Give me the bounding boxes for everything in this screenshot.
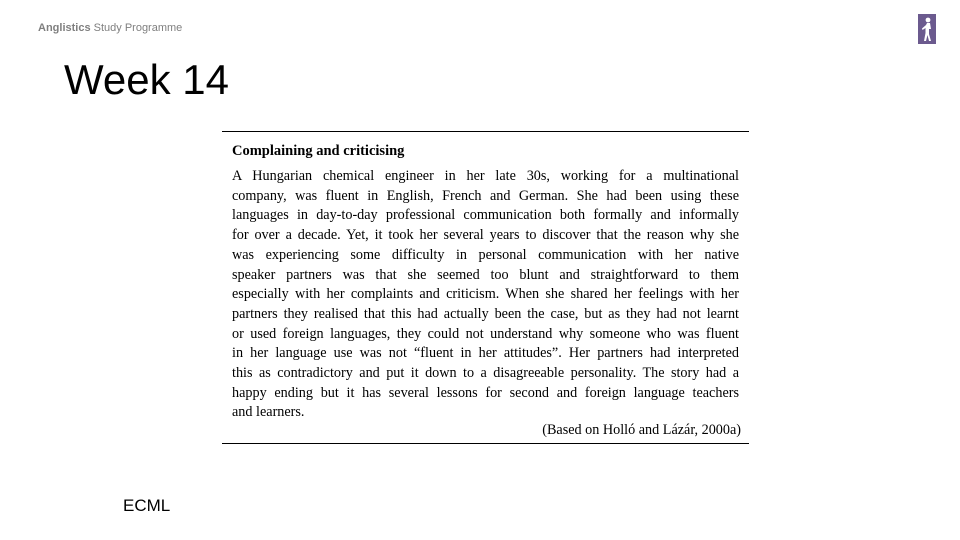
excerpt-line: this as contradictory and put it down to a disagreeable personality. The story had a — [232, 365, 739, 382]
excerpt-line: A Hungarian chemical engineer in her late 30s, working for a multinational — [232, 168, 739, 184]
excerpt-source: (Based on Holló and Lázár, 2000a) — [542, 422, 741, 438]
programme-header — [38, 22, 182, 34]
excerpt-line: company, was fluent in English, French and German. She had been using these — [232, 187, 739, 204]
excerpt-body — [232, 167, 739, 423]
header-brand: Anglistics — [38, 22, 91, 34]
excerpt-line: happy ending but it has several lessons for second and foreign language teachers — [232, 384, 739, 401]
excerpt-line: especially with her complaints and criticism. When she shared her feelings with her — [232, 286, 739, 303]
excerpt-line: in her language use was not “fluent in her attitudes”. Her partners had interpreted — [232, 345, 739, 362]
footer-label: ECML — [123, 496, 171, 515]
excerpt-line: partners they realised that this had actually been the case, but as they had not learnt — [232, 305, 739, 322]
excerpt-line: or used foreign languages, they could not understand why someone who was fluent — [232, 325, 739, 342]
figure-logo-icon — [918, 14, 936, 44]
excerpt-heading: Complaining and criticising — [232, 143, 405, 159]
slide-title: Week 14 — [64, 56, 229, 103]
excerpt-line: speaker partners was that she seemed too blunt and straightforward to them — [232, 266, 739, 283]
excerpt-line: and learners. — [232, 404, 305, 421]
header-programme: Study Programme — [93, 22, 183, 34]
text-excerpt — [222, 131, 749, 444]
excerpt-line: for over a decade. Yet, it took her several years to discover that the reason why she — [232, 227, 739, 244]
excerpt-line: languages in day-to-day professional communication both formally and informally — [232, 207, 739, 224]
excerpt-line: was experiencing some difficulty in personal communication with her native — [232, 246, 739, 263]
